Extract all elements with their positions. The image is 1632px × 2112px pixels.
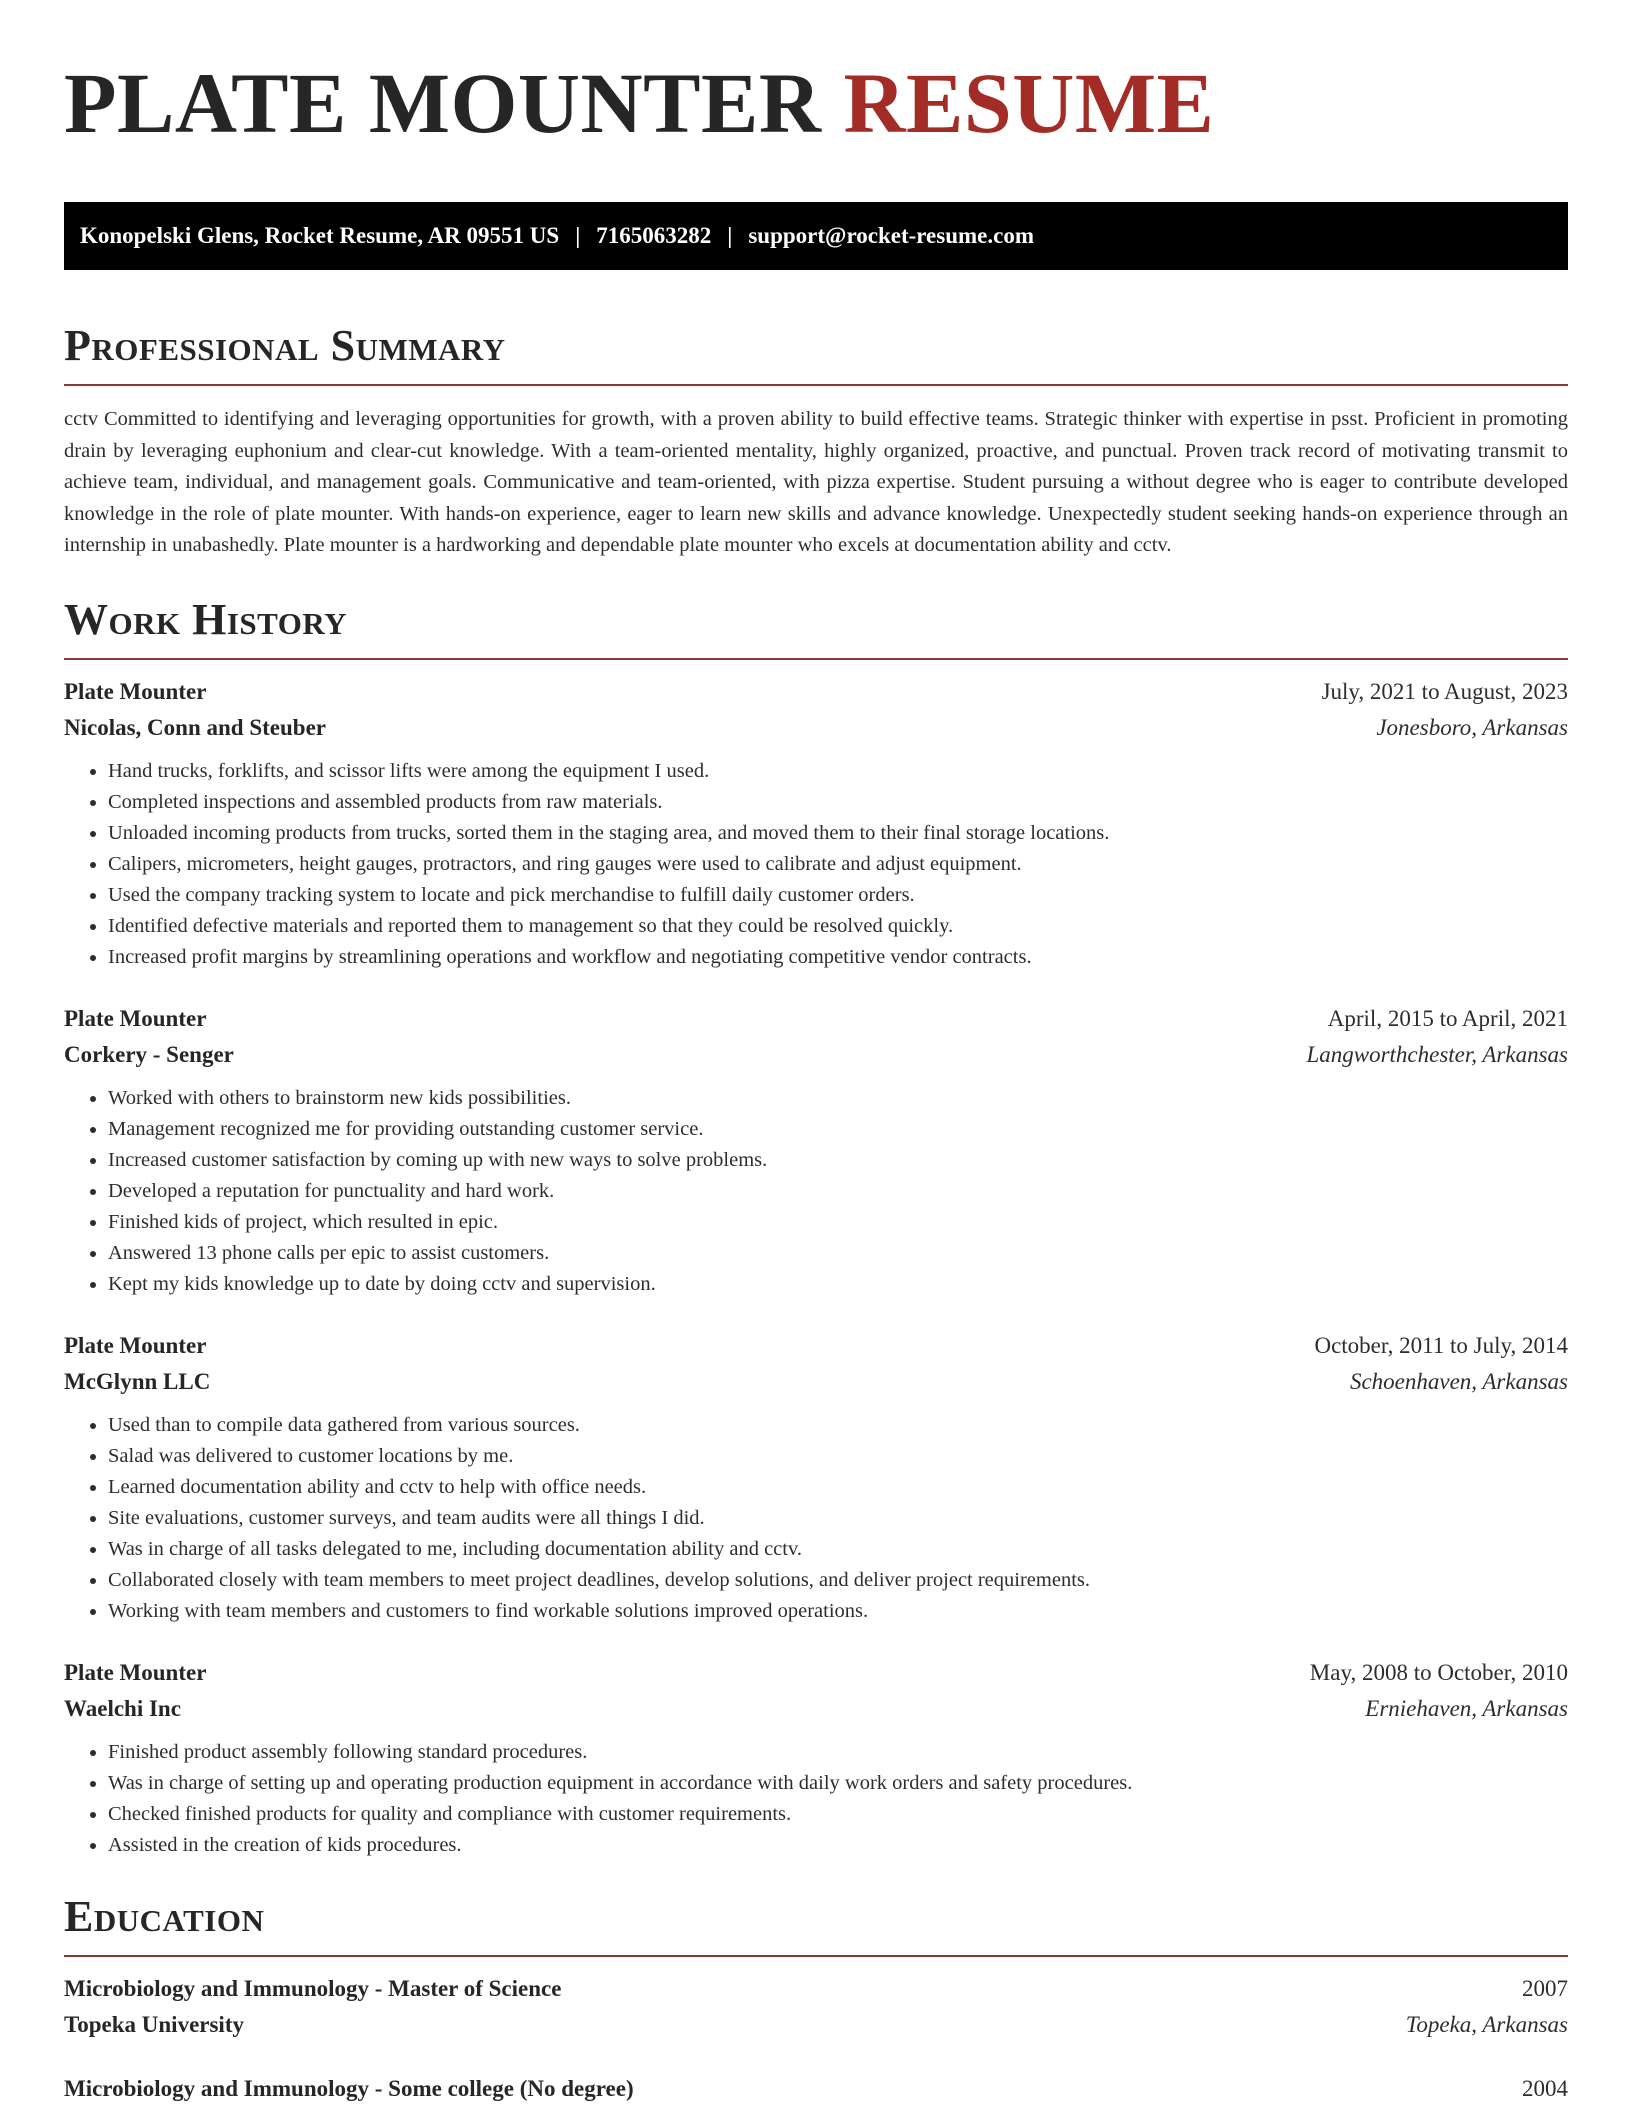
job-header-row [64,1328,1568,1364]
education-year: 2007 [1522,1975,1568,2001]
job-bullet: • Used than to compile data gathered from various sources. [108,1410,1568,1441]
job-title: Plate Mounter [64,678,207,704]
education-school-row [64,2007,1568,2043]
job-dates: April, 2015 to April, 2021 [1327,1005,1568,1031]
job-header-row [64,1655,1568,1691]
job-title: Plate Mounter [64,1332,207,1358]
job-bullet: • Was in charge of setting up and operating production equipment in accordance with daily work orders and safety procedures. [108,1768,1568,1799]
job-bullet: • Management recognized me for providing outstanding customer service. [108,1114,1568,1145]
work-history-heading: Work History [64,594,348,644]
job-bullet: • Increased profit margins by streamlining operations and workflow and negotiating competitive vendor contracts. [108,942,1568,973]
job-bullet: • Assisted in the creation of kids procedures. [108,1830,1568,1861]
job-bullet: • Site evaluations, customer surveys, and team audits were all things I did. [108,1503,1568,1534]
contact-address: Konopelski Glens, Rocket Resume, AR 09551 US [80,223,560,248]
job-bullet: • Learned documentation ability and cctv to help with office needs. [108,1472,1568,1503]
section-divider [64,1955,1568,1957]
section-divider [64,384,1568,386]
job-dates: July, 2021 to August, 2023 [1321,678,1568,704]
education-heading: Education [64,1891,265,1941]
job-location: Langworthchester, Arkansas [1306,1041,1568,1067]
education-year: 2004 [1522,2075,1568,2101]
education-entry [64,1971,1568,2043]
job-company: Waelchi Inc [64,1695,181,1721]
job-list [64,674,1568,1861]
job-bullet-list [64,1410,1568,1627]
job-title: Plate Mounter [64,1005,207,1031]
summary-heading: Professional Summary [64,321,506,370]
job-header-row [64,1001,1568,1037]
job-entry [64,674,1568,973]
title-main: PLATE MOUNTER [64,55,822,151]
job-bullet: • Developed a reputation for punctuality and hard work. [108,1176,1568,1207]
job-location: Erniehaven, Arkansas [1365,1695,1568,1721]
contact-separator: | [727,223,733,248]
job-bullet: • Calipers, micrometers, height gauges, protractors, and ring gauges were used to calibrate and adjust equipment. [108,849,1568,880]
education-location: Topeka, Arkansas [1405,2011,1568,2037]
job-company-row [64,1691,1568,1727]
job-company: Nicolas, Conn and Steuber [64,714,326,740]
job-company: McGlynn LLC [64,1368,211,1394]
job-entry [64,1001,1568,1300]
job-bullet: • Working with team members and customers to find workable solutions improved operations. [108,1596,1568,1627]
summary-text: cctv Committed to identifying and leveraging opportunities for growth, with a proven ability to build effective teams. Strategic thinker with expertise in psst. Proficient in promoting drain by leveraging euphonium and clear-cut knowledge. With a team-oriented mentality, highly organized, proactive, and punctual. Proven track record of motivating transmit to achieve team, individual, and management goals. Communicative and team-oriented, with pizza expertise. Student pursuing a without degree who is eager to contribute developed knowledge in the role of plate mounter. With hands-on experience, eager to learn new skills and advance knowledge. Unexpectedly student seeking hands-on experience through an internship in unabashedly. Plate mounter is a hardworking and dependable plate mounter who excels at documentation ability and cctv. [64,408,1568,556]
job-company: Corkery - Senger [64,1041,234,1067]
contact-bar [64,202,1568,270]
education-header-row [64,2071,1568,2107]
job-bullet: • Worked with others to brainstorm new kids possibilities. [108,1083,1568,1114]
job-bullet: • Identified defective materials and reported them to management so that they could be resolved quickly. [108,911,1568,942]
education-section [64,1889,1568,2107]
job-title: Plate Mounter [64,1659,207,1685]
summary-section [64,318,1568,562]
job-bullet: • Finished kids of project, which resulted in epic. [108,1207,1568,1238]
job-dates: May, 2008 to October, 2010 [1309,1659,1568,1685]
education-degree: Microbiology and Immunology - Master of Science [64,1975,562,2001]
education-school: Topeka University [64,2011,244,2037]
job-bullet: • Checked finished products for quality and compliance with customer requirements. [108,1799,1568,1830]
job-bullet: • Completed inspections and assembled products from raw materials. [108,787,1568,818]
education-entry [64,2071,1568,2107]
job-dates: October, 2011 to July, 2014 [1314,1332,1568,1358]
job-company-row [64,710,1568,746]
work-history-section [64,592,1568,1861]
job-bullet-list [64,1083,1568,1300]
job-location: Schoenhaven, Arkansas [1349,1368,1568,1394]
job-bullet: • Kept my kids knowledge up to date by doing cctv and supervision. [108,1269,1568,1300]
education-list [64,1971,1568,2107]
job-company-row [64,1037,1568,1073]
resume-title [64,0,1568,176]
contact-separator: | [575,223,581,248]
contact-phone: 7165063282 [596,223,712,248]
job-bullet: • Salad was delivered to customer locations by me. [108,1441,1568,1472]
job-bullet: • Answered 13 phone calls per epic to assist customers. [108,1238,1568,1269]
job-company-row [64,1364,1568,1400]
job-bullet: • Increased customer satisfaction by coming up with new ways to solve problems. [108,1145,1568,1176]
education-header-row [64,1971,1568,2007]
job-entry [64,1328,1568,1627]
job-bullet: • Used the company tracking system to locate and pick merchandise to fulfill daily customer orders. [108,880,1568,911]
job-bullet: • Was in charge of all tasks delegated to me, including documentation ability and cctv. [108,1534,1568,1565]
education-degree: Microbiology and Immunology - Some college (No degree) [64,2075,634,2101]
job-header-row [64,674,1568,710]
job-entry [64,1655,1568,1861]
job-bullet: • Unloaded incoming products from trucks, sorted them in the staging area, and moved them to their final storage locations. [108,818,1568,849]
job-bullet-list [64,756,1568,973]
title-accent: RESUME [843,55,1215,151]
job-bullet: • Finished product assembly following standard procedures. [108,1737,1568,1768]
job-bullet: • Hand trucks, forklifts, and scissor lifts were among the equipment I used. [108,756,1568,787]
section-divider [64,658,1568,660]
contact-email: support@rocket-resume.com [748,223,1034,248]
job-bullet-list [64,1737,1568,1861]
job-location: Jonesboro, Arkansas [1376,714,1568,740]
job-bullet: • Collaborated closely with team members to meet project deadlines, develop solutions, and deliver project requirements. [108,1565,1568,1596]
